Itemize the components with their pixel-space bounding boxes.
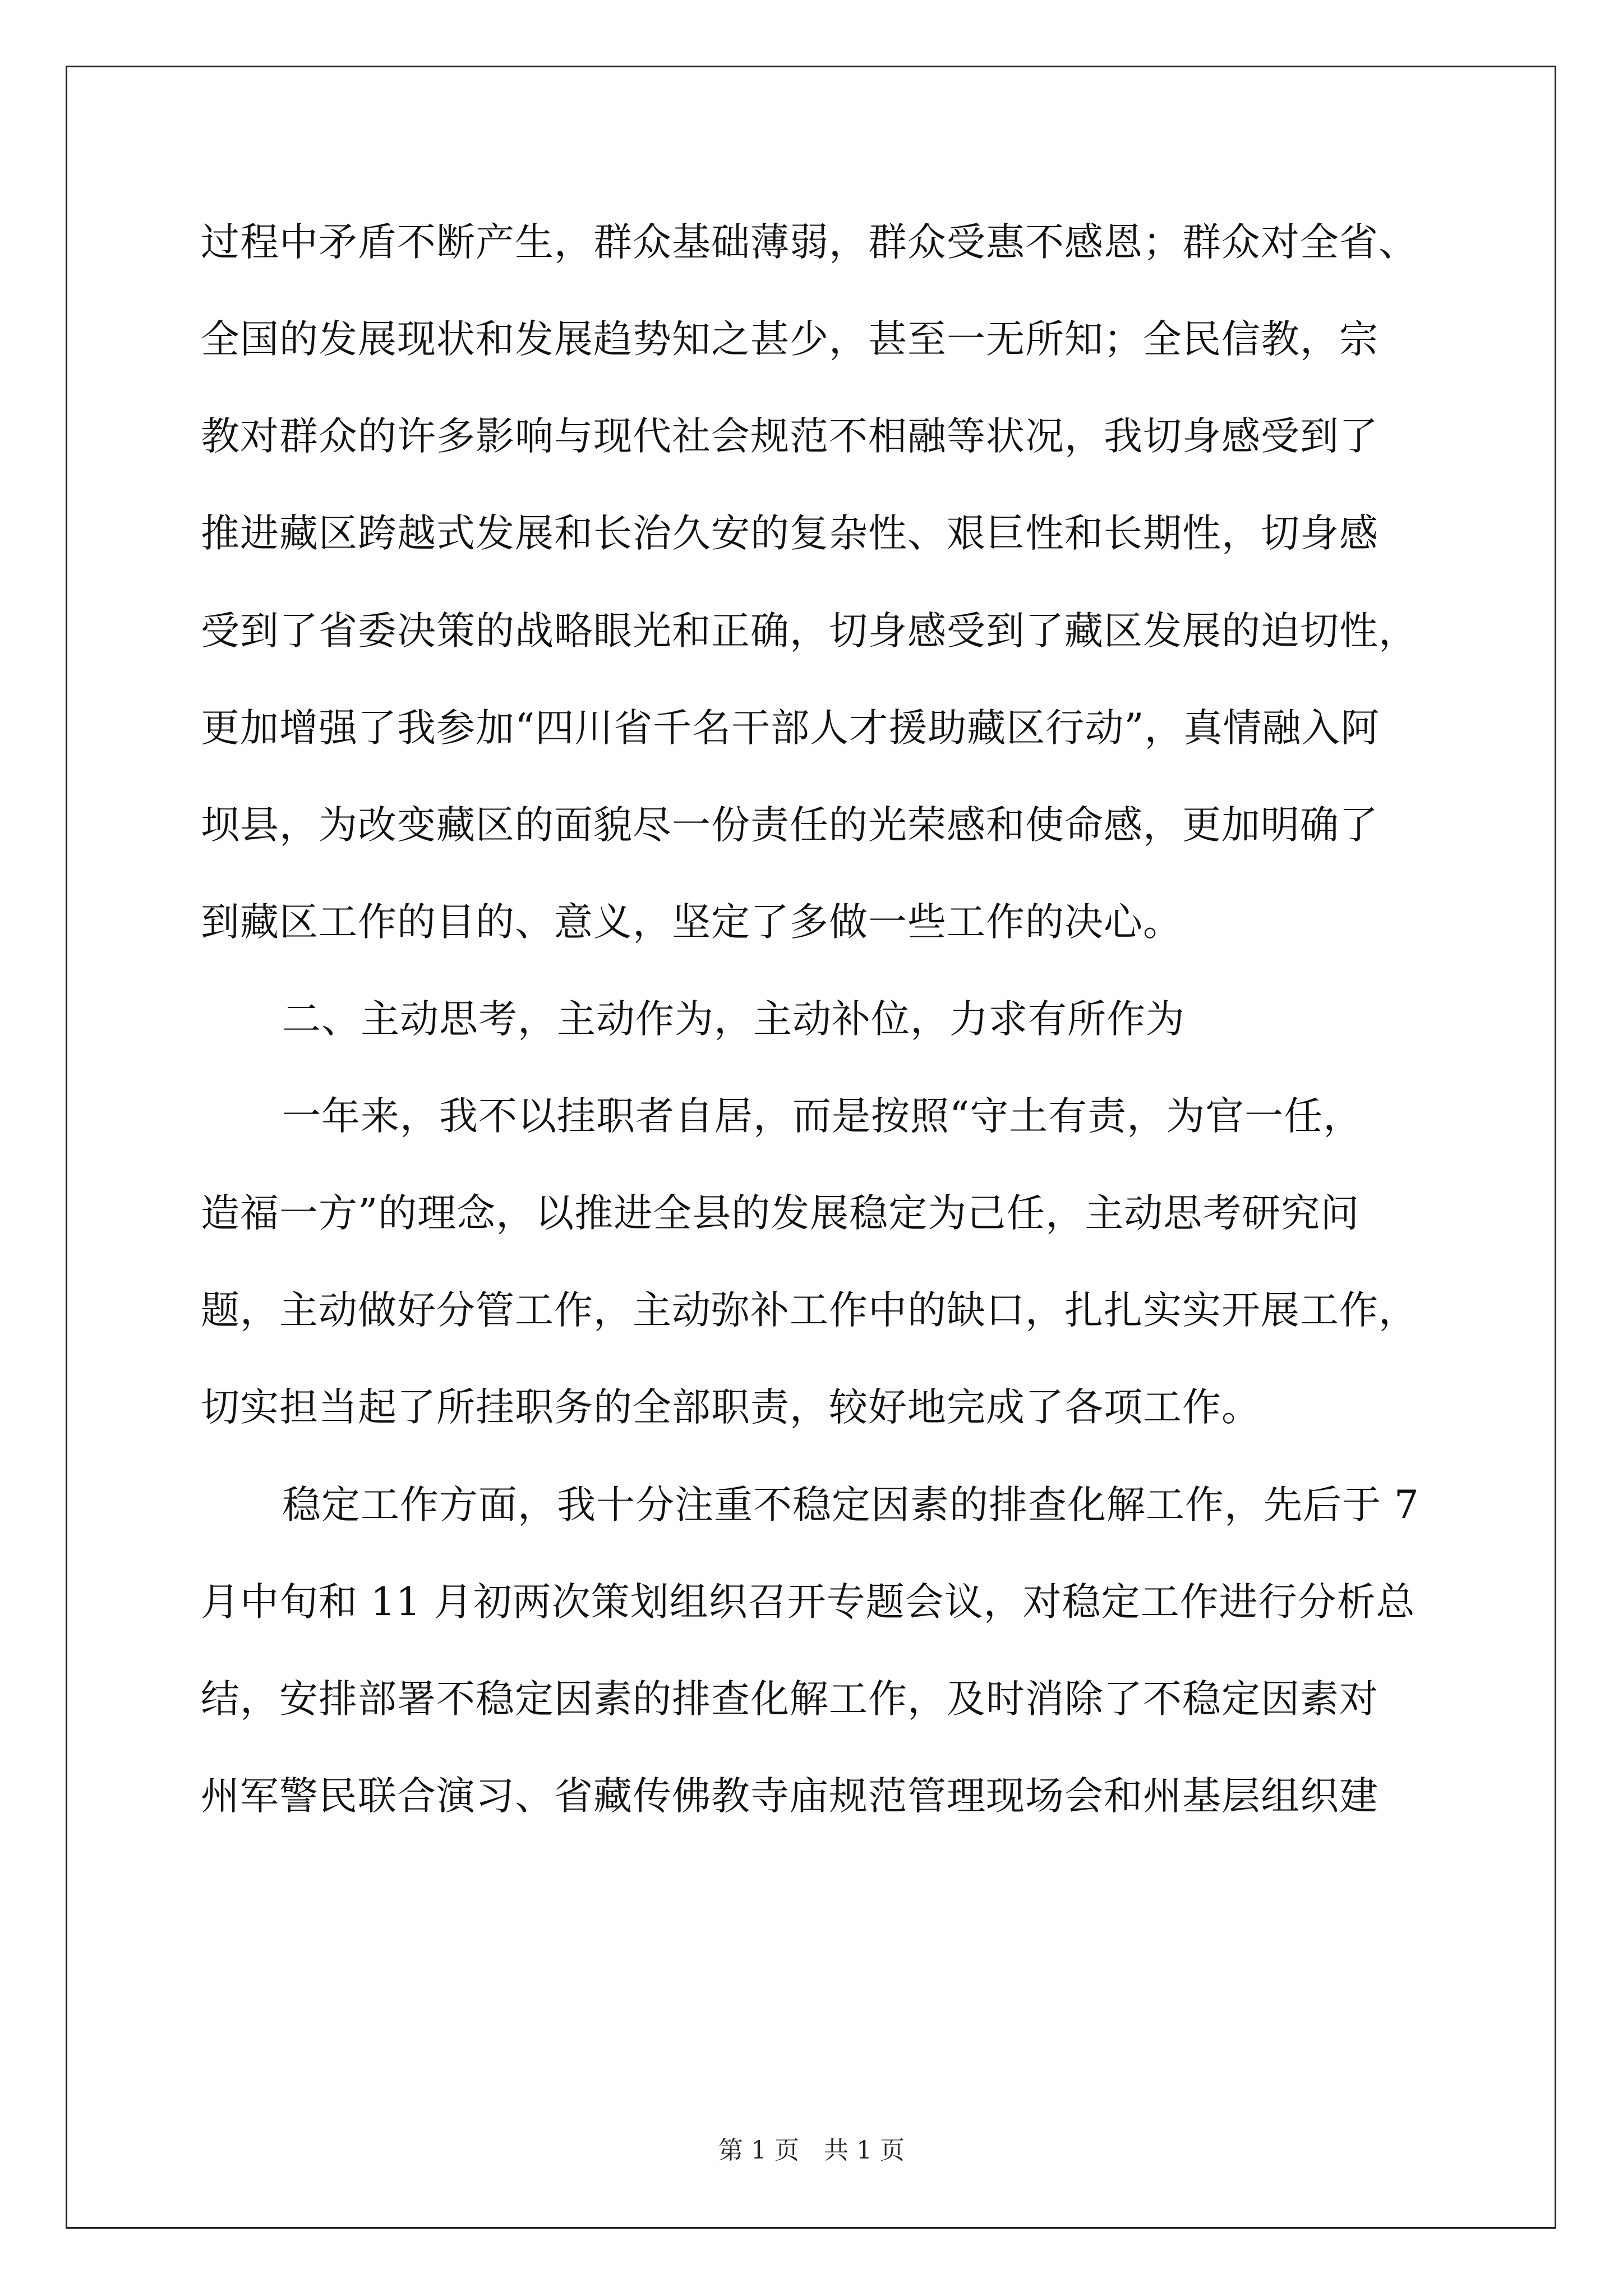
- text-line-3: 教对群众的许多影响与现代社会规范不相融等状况，我切身感受到了: [201, 414, 1378, 459]
- text-line-4: 推进藏区跨越式发展和长治久安的复杂性、艰巨性和长期性，切身感: [201, 511, 1378, 556]
- text-line-13: 切实担当起了所挂职务的全部职责，较好地完成了各项工作。: [201, 1385, 1261, 1430]
- text-line-1: 过程中矛盾不断产生，群众基础薄弱，群众受惠不感恩；群众对全省、: [201, 220, 1418, 265]
- page-border: [66, 66, 1556, 2229]
- page-total: 共 1 页: [824, 2136, 905, 2165]
- text-line-15: 月中旬和 11 月初两次策划组织召开专题会议，对稳定工作进行分析总: [201, 1580, 1415, 1625]
- text-line-11: 造福一方”的理念，以推进全县的发展稳定为己任，主动思考研究问: [201, 1191, 1360, 1236]
- text-line-12: 题，主动做好分管工作，主动弥补工作中的缺口，扎扎实实开展工作，: [201, 1288, 1418, 1333]
- page-number: 第 1 页: [718, 2136, 799, 2165]
- text-line-16: 结，安排部署不稳定因素的排查化解工作，及时消除了不稳定因素对: [201, 1677, 1378, 1722]
- text-line-10: 一年来，我不以挂职者自居，而是按照“守土有责，为官一任，: [282, 1094, 1363, 1139]
- text-line-6: 更加增强了我参加“四川省千名干部人才援助藏区行动”，真情融入阿: [201, 706, 1380, 751]
- page-footer: [0, 2135, 1623, 2166]
- text-line-8: 到藏区工作的目的、意义，坚定了多做一些工作的决心。: [201, 900, 1182, 945]
- section-heading: 二、主动思考，主动作为，主动补位，力求有所作为: [282, 997, 1185, 1042]
- text-line-2: 全国的发展现状和发展趋势知之甚少，甚至一无所知；全民信教，宗: [201, 317, 1378, 362]
- text-line-7: 坝县，为改变藏区的面貌尽一份责任的光荣感和使命感，更加明确了: [201, 803, 1378, 848]
- text-line-14: 稳定工作方面，我十分注重不稳定因素的排查化解工作，先后于 7: [282, 1483, 1419, 1527]
- text-line-17: 州军警民联合演习、省藏传佛教寺庙规范管理现场会和州基层组织建: [201, 1774, 1378, 1819]
- text-line-5: 受到了省委决策的战略眼光和正确，切身感受到了藏区发展的迫切性，: [201, 609, 1418, 654]
